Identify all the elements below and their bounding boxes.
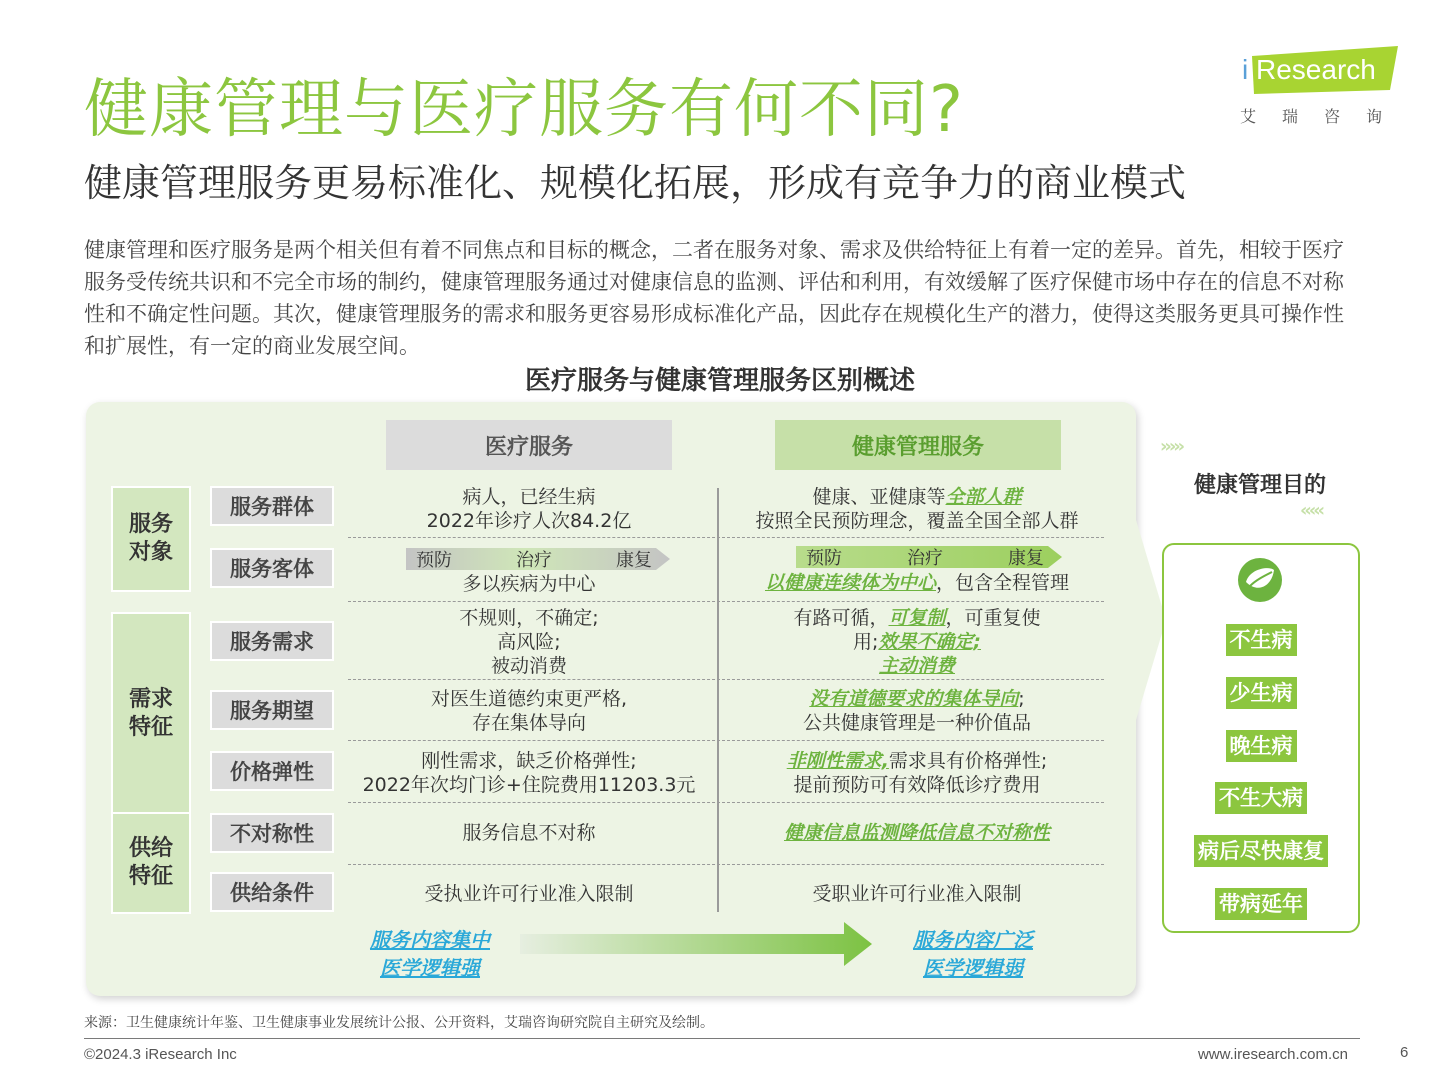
column-header-health: 健康管理服务 — [775, 420, 1061, 470]
cell-line — [812, 485, 1021, 509]
cell-line — [809, 687, 1024, 711]
cell-medical-client — [344, 572, 714, 596]
website-link[interactable]: www.iresearch.com.cn — [1197, 1046, 1348, 1063]
cell-text: 有路可循， — [793, 607, 889, 629]
stage-treat: 治疗 — [516, 550, 552, 571]
cell-line: 高风险; — [497, 631, 561, 653]
stage-labels — [406, 546, 672, 572]
bottom-left-note — [350, 926, 510, 982]
row-divider — [348, 601, 1104, 602]
cell-emphasis: 没有道德要求的集体导向 — [809, 688, 1019, 710]
cell-health-expect — [722, 686, 1112, 736]
cell-line — [784, 821, 1050, 845]
cell-text: 用; — [852, 631, 879, 653]
cell-health-group — [722, 484, 1112, 534]
logo-text: Research — [1256, 54, 1376, 85]
logo-brand — [1240, 46, 1400, 96]
note-line: 服务内容集中 — [370, 928, 490, 952]
cell-line: 不规则，不确定; — [459, 607, 599, 629]
note-line: 服务内容广泛 — [913, 928, 1033, 952]
diagram-title: 医疗服务与健康管理服务区别概述 — [524, 366, 915, 396]
cell-health-client — [722, 571, 1112, 595]
cell-text: 健康、亚健康等 — [812, 486, 946, 508]
cell-line — [879, 654, 955, 678]
cell-emphasis: 可复制 — [888, 607, 946, 629]
cell-text: ，可重复使 — [945, 607, 1041, 629]
page-number: 6 — [1400, 1044, 1409, 1061]
stage-recover: 康复 — [616, 550, 652, 571]
leaf-icon — [1236, 556, 1284, 604]
cell-line: 受执业许可行业准入限制 — [424, 883, 634, 905]
row-label-group: 服务群体 — [210, 486, 334, 526]
iresearch-logo — [1240, 46, 1409, 126]
row-label-asym: 不对称性 — [210, 813, 334, 853]
goal-item — [1162, 835, 1360, 867]
chevrons-left-icon: ‹‹‹‹‹ — [1300, 500, 1323, 521]
cell-text: ; — [1018, 688, 1025, 710]
goal-label: 不生病 — [1226, 624, 1297, 656]
cell-emphasis: 以健康连续体为中心 — [764, 572, 936, 594]
column-divider — [717, 488, 719, 912]
goal-item — [1162, 677, 1360, 709]
chevrons-right-icon: ››››› — [1160, 436, 1183, 457]
cell-health-asym — [722, 818, 1112, 848]
stage-bar-medical — [406, 546, 672, 572]
copyright: ©2024.3 iResearch Inc — [84, 1046, 237, 1063]
category-demand — [111, 612, 191, 816]
page-subtitle: 健康管理服务更易标准化、规模化拓展，形成有竞争力的商业模式 — [84, 161, 1187, 205]
row-divider — [348, 864, 1104, 865]
cell-line: 存在集体导向 — [471, 712, 586, 734]
footer-divider — [84, 1038, 1360, 1039]
row-divider — [348, 679, 1104, 680]
page-title: 健康管理与医疗服务有何不同? — [84, 73, 964, 147]
cell-line: 刚性需求，缺乏价格弹性; — [421, 750, 637, 772]
cell-text: ，包含全程管理 — [936, 572, 1070, 594]
goal-item — [1162, 730, 1360, 762]
stage-recover: 康复 — [1008, 548, 1044, 569]
cell-line: 多以疾病为中心 — [462, 573, 596, 595]
spectrum-arrow — [520, 920, 874, 968]
goal-label: 带病延年 — [1215, 888, 1307, 920]
source-note: 来源：卫生健康统计年鉴、卫生健康事业发展统计公报、公开资料，艾瑞咨询研究院自主研究及绘制。 — [84, 1015, 714, 1031]
cell-line: 病人，已经生病 — [462, 486, 596, 508]
cell-line: 对医生道德约束更严格, — [430, 688, 628, 710]
cell-medical-price — [344, 748, 714, 798]
row-divider — [348, 537, 1104, 538]
bottom-right-note — [893, 926, 1053, 982]
category-service-object — [111, 486, 191, 592]
cell-line — [793, 606, 1040, 630]
cell-line: 2022年诊疗人次84.2亿 — [426, 510, 632, 532]
cell-line: 受职业许可行业准入限制 — [812, 883, 1022, 905]
goal-item — [1162, 782, 1360, 814]
row-label-client: 服务客体 — [210, 548, 334, 588]
note-line: 医学逻辑弱 — [923, 956, 1023, 980]
cell-line: 提前预防可有效降低诊疗费用 — [793, 774, 1041, 796]
cell-medical-demand — [344, 606, 714, 678]
category-supply — [111, 812, 191, 914]
cell-emphasis: 主动消费 — [878, 655, 955, 677]
goal-label: 晚生病 — [1226, 730, 1297, 762]
intro-paragraph: 健康管理和医疗服务是两个相关但有着不同焦点和目标的概念，二者在服务对象、需求及供给特征上有着一定的差异。首先，相较于医疗服务受传统共识和不完全市场的制约，健康管理服务通过对健康信息的监测、评估和利用，有效缓解了医疗保健市场中存在的信息不对称性和不确定性问题。其次，健康管理服务的需求和服务更容易形成标准化产品，因此存在规模化生产的潜力，使得这类服务更具可操作性和扩展性，有一定的商业发展空间。 — [84, 238, 1344, 358]
cell-medical-cond — [344, 879, 714, 909]
row-label-price: 价格弹性 — [210, 751, 334, 791]
cell-emphasis: 全部人群 — [945, 486, 1022, 508]
goal-label: 不生大病 — [1215, 782, 1307, 814]
cell-health-price — [722, 748, 1112, 798]
row-divider — [348, 740, 1104, 741]
cell-emphasis: 效果不确定; — [878, 631, 981, 653]
cell-emphasis: 非刚性需求, — [786, 750, 889, 772]
goal-item — [1162, 624, 1360, 656]
stage-labels — [796, 544, 1064, 570]
cell-emphasis: 健康信息监测降低信息不对称性 — [783, 822, 1050, 844]
cell-line: 服务信息不对称 — [462, 822, 596, 844]
cell-medical-asym — [344, 818, 714, 848]
logo-chinese-name: 艾瑞咨询 — [1240, 107, 1409, 126]
cell-line — [765, 571, 1069, 595]
row-divider — [348, 802, 1104, 803]
cell-health-cond — [722, 879, 1112, 909]
goal-label: 病后尽快康复 — [1194, 835, 1328, 867]
stage-treat: 治疗 — [907, 548, 943, 569]
cell-line: 公共健康管理是一种价值品 — [802, 712, 1031, 734]
category-label: 需求特征 — [128, 687, 173, 740]
goal-label: 少生病 — [1226, 677, 1297, 709]
cell-health-demand — [722, 606, 1112, 678]
logo-i: i — [1242, 54, 1249, 85]
note-line: 医学逻辑强 — [380, 956, 480, 980]
cell-line: 被动消费 — [490, 655, 567, 677]
goal-item — [1162, 888, 1360, 920]
cell-line: 按照全民预防理念，覆盖全国全部人群 — [755, 510, 1079, 532]
stage-prevent: 预防 — [416, 550, 452, 571]
stage-prevent: 预防 — [806, 548, 842, 569]
stage-bar-health — [796, 544, 1064, 570]
category-label: 服务对象 — [128, 512, 173, 565]
cell-line — [787, 749, 1048, 773]
cell-medical-expect — [344, 686, 714, 736]
row-label-expect: 服务期望 — [210, 690, 334, 730]
column-header-medical: 医疗服务 — [386, 420, 672, 470]
row-label-demand: 服务需求 — [210, 621, 334, 661]
goals-title: 健康管理目的 — [1193, 473, 1326, 498]
cell-text: 需求具有价格弹性; — [888, 750, 1048, 772]
cell-medical-group — [344, 484, 714, 534]
category-label: 供给特征 — [128, 836, 173, 889]
cell-line: 2022年次均门诊+住院费用11203.3元 — [362, 774, 696, 796]
row-label-cond: 供给条件 — [210, 872, 334, 912]
cell-line — [853, 630, 981, 654]
